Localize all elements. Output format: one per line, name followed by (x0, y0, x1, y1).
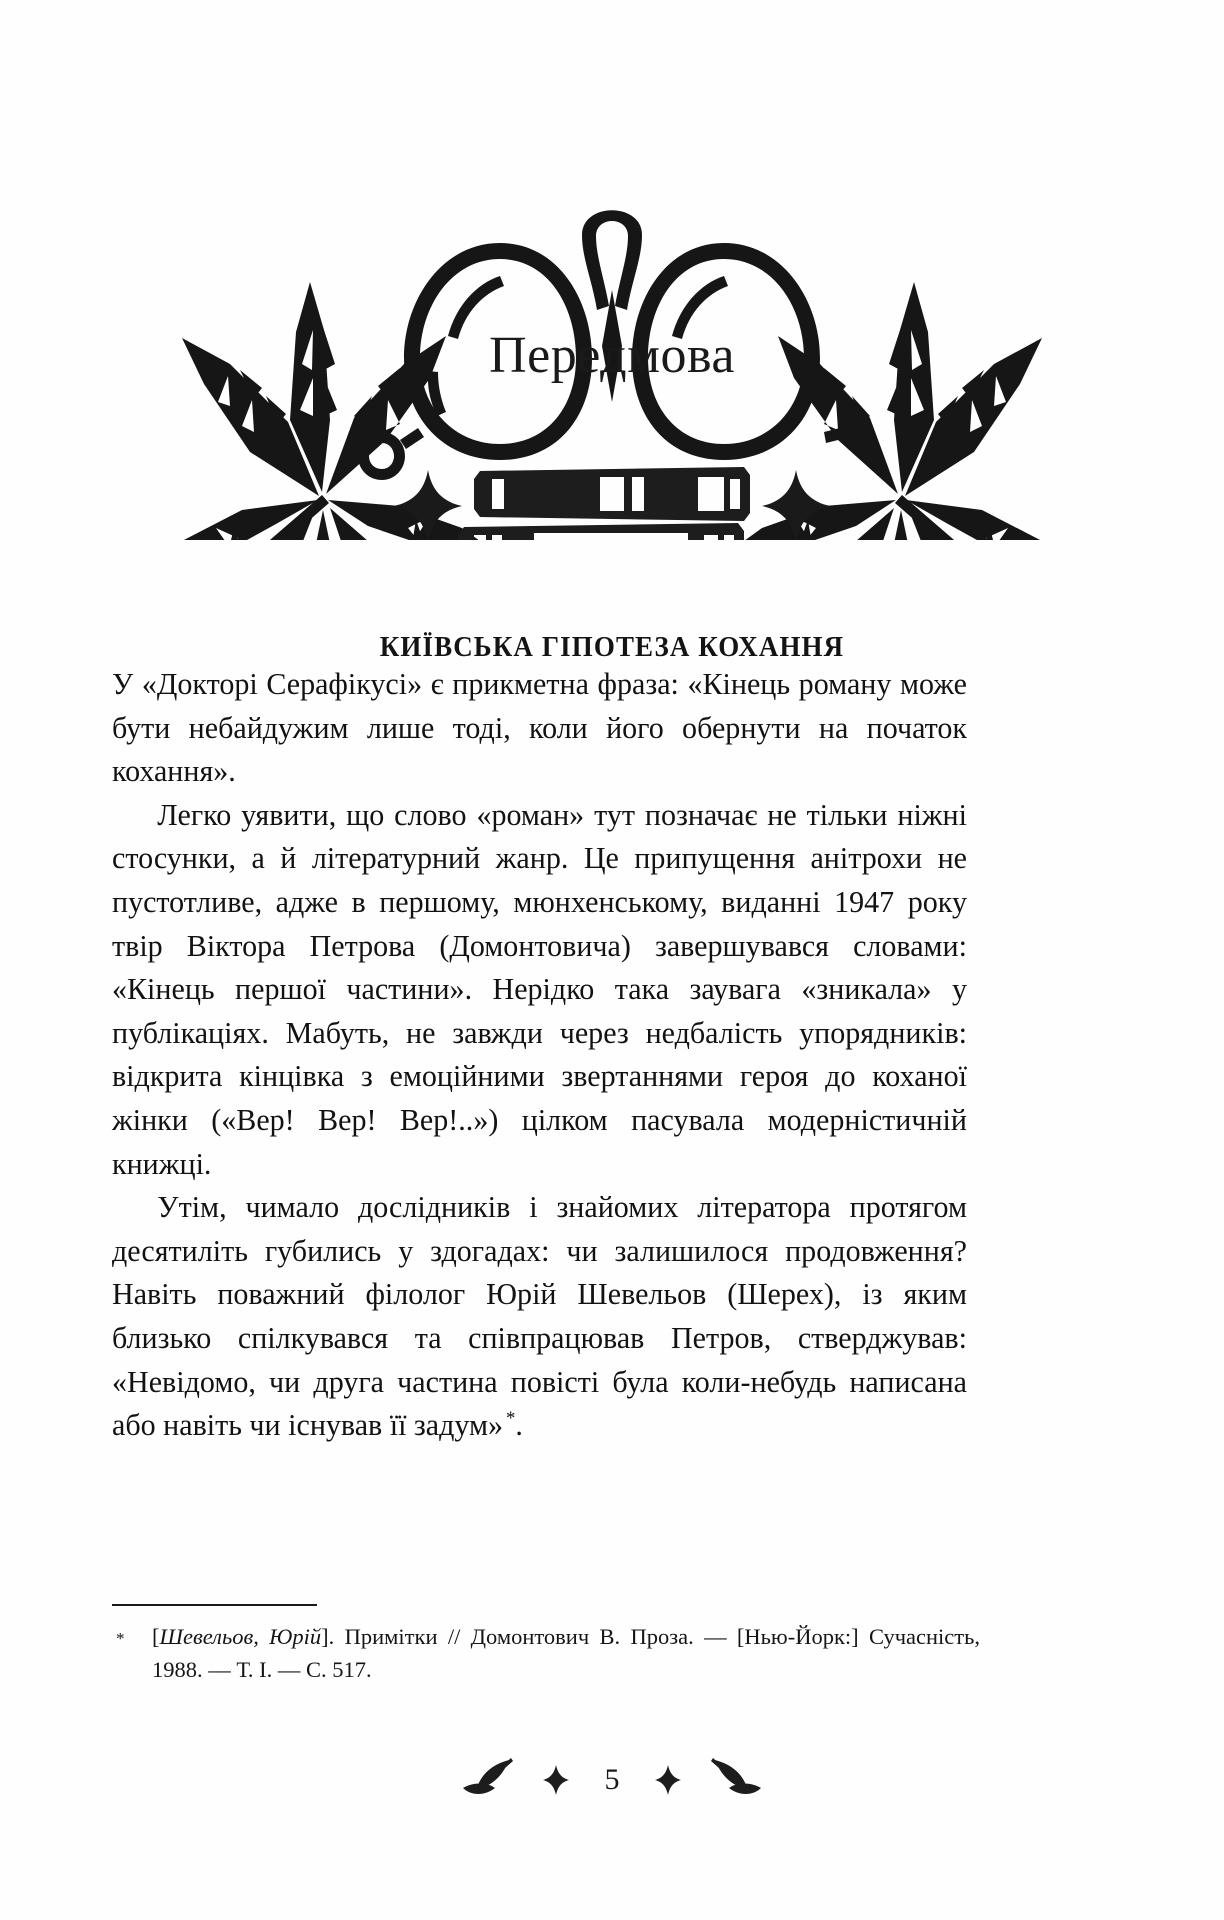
page-footer (0, 1735, 1224, 1825)
footnote-bracket-open: [ (152, 1624, 160, 1649)
paragraph-3 (112, 1186, 967, 1448)
footnote-author: Шевельов, Юрій (159, 1624, 322, 1649)
section-heading: КИЇВСЬКА ГІПОТЕЗА КОХАННЯ (379, 631, 845, 664)
footnote-block (112, 1604, 980, 1686)
paragraph-3-text: Утім, чимало дослідників і знайомих літератора протягом десятиліть губились у здогадах: чи залишилося продовження? Навіть поважний філолог Юрій Шевельов (Шерех), із яким близько спілкувався та співпрацював Петров, стверджував: «Невідомо, чи друга частина повісті була коли-небудь написана або навіть чи існував її задум» (112, 1190, 967, 1443)
footnote-text (112, 1620, 980, 1686)
paragraph-3-tail: . (515, 1408, 523, 1443)
leaf-sprig-right-icon (707, 1758, 767, 1802)
footnote-citation: . Примітки // Домонтович В. Проза. — [Нью-Йорк:] Сучасність, 1988. — Т. I. — С. 517. (152, 1624, 980, 1682)
footnote-reference-marker[interactable]: * (506, 1407, 516, 1429)
page-number: 5 (604, 1763, 620, 1796)
leaf-sprig-left-icon (457, 1758, 517, 1802)
paragraph-2: Легко уявити, що слово «роман» тут позначає не тільки ніжні стосунки, а й літературний жанр. Це припущення анітрохи не пустотливе, адже в першому, мюнхенському, виданні 1947 року твір Віктора Петрова (Домонтовича) завершувався словами: «Кінець першої частини». Нерідко така заувага «зникала» у публікаціях. Мабуть, не завжди через недбалість упорядників: відкрита кінцівка з емоційними звертаннями героя до коханої жінки («Вер! Вер! Вер!..») цілком пасувала модерністичній книжці. (112, 797, 967, 1181)
stacked-books-icon (458, 467, 750, 540)
footnote-bracket-close: ] (321, 1624, 329, 1649)
footnote-separator-rule (112, 1604, 317, 1606)
sparkle-diamond-icon (655, 1765, 681, 1795)
paragraph-1: У «Докторі Серафікусі» є прикметна фраза: «Кінець роману може бути небайдужим лише тоді, коли його обернути на початок кохання». (112, 667, 967, 789)
footnote-marker: * (116, 1629, 125, 1648)
sparkle-diamond-icon (543, 1765, 569, 1795)
body-text (112, 663, 980, 1448)
chapter-title: Передмова (489, 327, 735, 384)
